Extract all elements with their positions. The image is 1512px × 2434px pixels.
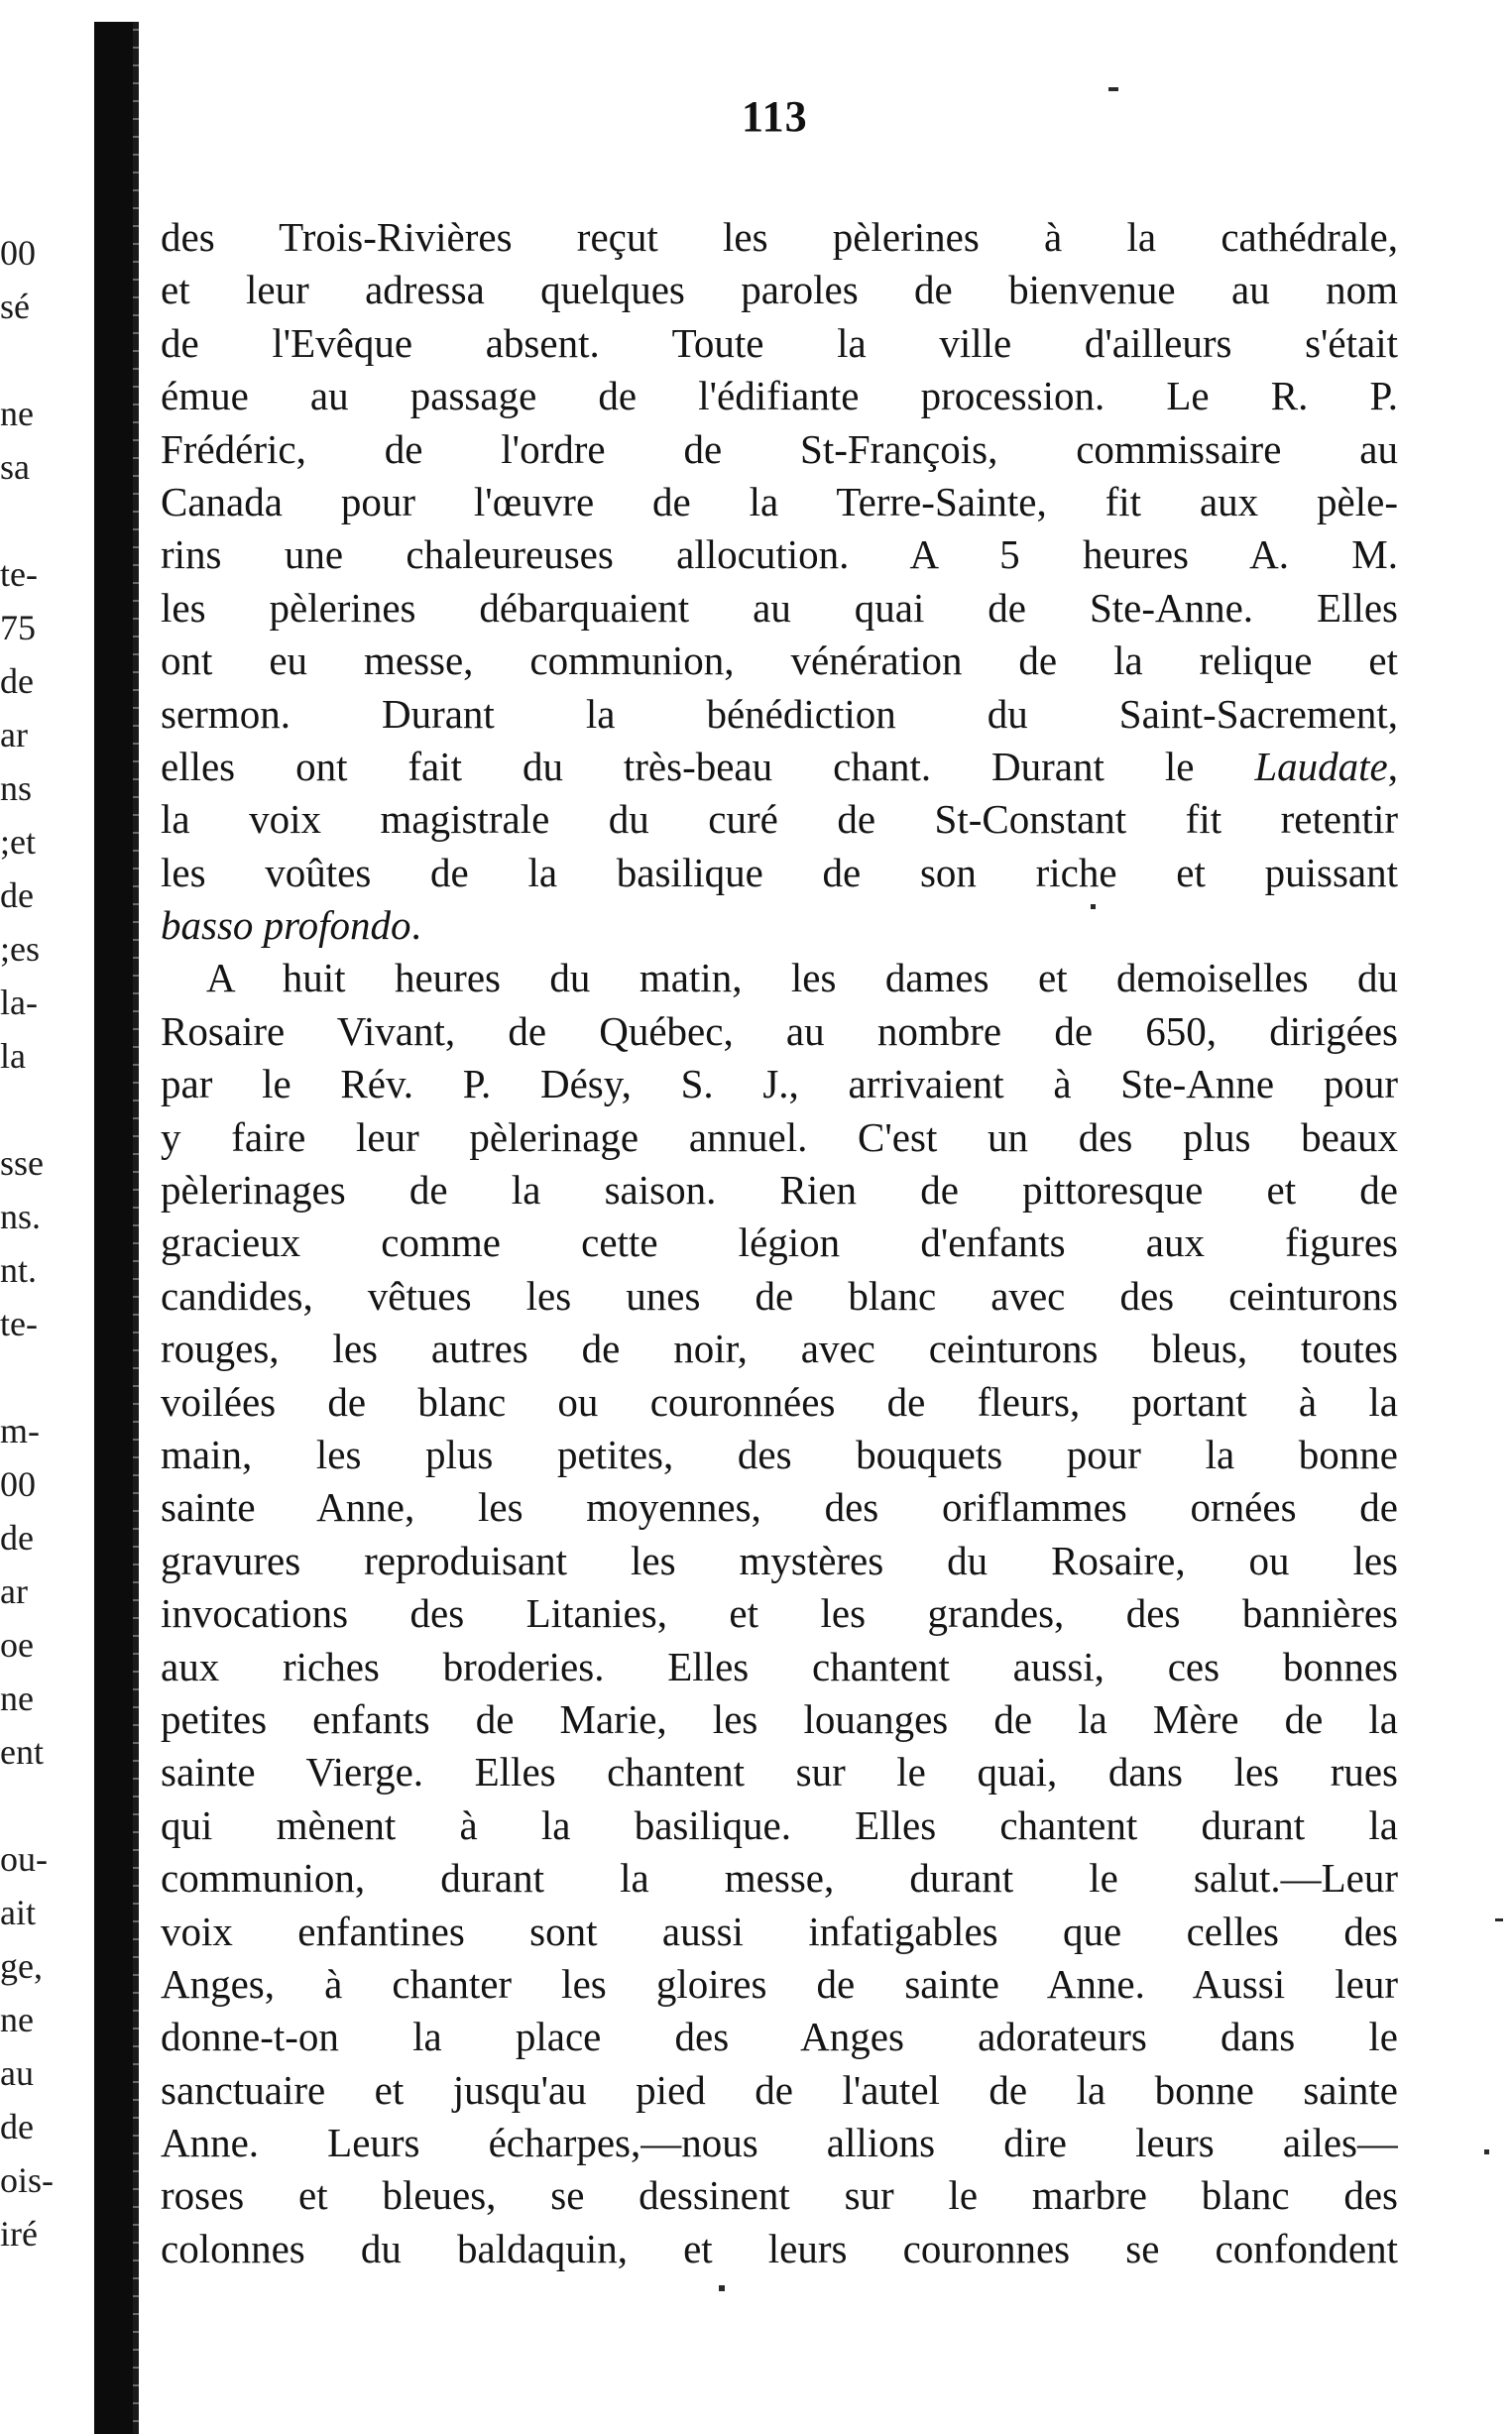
text-line: sainte Anne, les moyennes, des oriflammes ornées de	[161, 1484, 1398, 1531]
text-line: les pèlerines débarquaient au quai de Ste-Anne. Elles	[161, 584, 1398, 631]
margin-fragment: ne	[0, 394, 34, 433]
text-line: et leur adressa quelques paroles de bienvenue au nom	[161, 267, 1398, 313]
text-line: Rosaire Vivant, de Québec, au nombre de 650, dirigées	[161, 1007, 1398, 1054]
margin-fragment: sse	[0, 1143, 44, 1183]
binding-gutter-edge	[133, 22, 139, 2434]
margin-fragment	[0, 1083, 94, 1136]
text-line: par le Rév. P. Désy, S. J., arrivaient à Ste-Anne pour	[161, 1061, 1398, 1107]
margin-fragment: sé	[0, 287, 30, 326]
speck-mark	[719, 2285, 725, 2291]
text-line: roses et bleues, se dessinent sur le marbre blanc des	[161, 2172, 1398, 2219]
margin-fragment: ait	[0, 1893, 36, 1932]
margin-fragment: ne	[0, 1679, 34, 1718]
page-number: 113	[742, 92, 808, 141]
margin-fragment: ;et	[0, 822, 36, 862]
text-line: communion, durant la messe, durant le salut.—Leur	[161, 1855, 1398, 1902]
text-line: rins une chaleureuses allocution. A 5 heures A. M.	[161, 531, 1398, 578]
text-line: y faire leur pèlerinage annuel. C'est un des plus beaux	[161, 1113, 1398, 1160]
speck-mark	[1108, 87, 1118, 91]
margin-fragment: de	[0, 2107, 34, 2146]
margin-fragment: te-	[0, 1304, 38, 1343]
margin-fragment: la	[0, 1036, 26, 1076]
margin-fragment: 75	[0, 608, 36, 647]
margin-fragment: la-	[0, 983, 38, 1022]
text-line: donne-t-on la place des Anges adorateurs dans le	[161, 2014, 1398, 2060]
page-body-text	[161, 211, 1398, 2275]
text-line: de l'Evêque absent. Toute la ville d'ailleurs s'était	[161, 319, 1398, 366]
text-line: qui mènent à la basilique. Elles chantent durant la	[161, 1801, 1398, 1848]
text-line: elles ont fait du très-beau chant. Durant le Laudate,	[161, 743, 1398, 789]
margin-fragment: ne	[0, 2000, 34, 2039]
text-line: voix enfantines sont aussi infatigables que celles des	[161, 1908, 1398, 1954]
text-line: A huit heures du matin, les dames et demoiselles du	[206, 955, 1398, 1001]
text-line: gravures reproduisant les mystères du Rosaire, ou les	[161, 1537, 1398, 1583]
margin-fragment: de	[0, 875, 34, 915]
margin-fragment	[0, 333, 94, 387]
margin-fragment: ;es	[0, 929, 40, 969]
margin-fragment: ar	[0, 715, 28, 754]
margin-fragment: 00	[0, 1464, 36, 1504]
text-line: colonnes du baldaquin, et leurs couronnes se confondent	[161, 2225, 1398, 2271]
margin-fragment: au	[0, 2053, 34, 2093]
margin-fragment: oe	[0, 1625, 34, 1665]
margin-fragment: ois-	[0, 2160, 54, 2200]
margin-fragment: de	[0, 1518, 34, 1558]
margin-fragment: nt.	[0, 1250, 38, 1290]
margin-fragment	[0, 494, 94, 547]
text-line: rouges, les autres de noir, avec ceinturons bleus, toutes	[161, 1326, 1398, 1372]
speck-mark	[1495, 1918, 1503, 1921]
margin-fragment	[0, 1350, 94, 1404]
text-line: les voûtes de la basilique de son riche et puissant	[161, 849, 1398, 895]
margin-fragment: te-	[0, 554, 38, 594]
text-line: candides, vêtues les unes de blanc avec des ceinturons	[161, 1272, 1398, 1319]
margin-fragment: m-	[0, 1411, 40, 1450]
text-line: invocations des Litanies, et les grandes, des bannières	[161, 1590, 1398, 1637]
binding-gutter-shadow	[94, 22, 136, 2434]
margin-fragment: 00	[0, 233, 36, 273]
text-line: Frédéric, de l'ordre de St-François, commissaire au	[161, 425, 1398, 472]
text-line: la voix magistrale du curé de St-Constant fit retentir	[161, 796, 1398, 843]
text-line: émue au passage de l'édifiante procession. Le R. P.	[161, 373, 1398, 419]
text-line: Anne. Leurs écharpes,—nous allions dire leurs ailes—	[161, 2120, 1398, 2166]
text-line: petites enfants de Marie, les louanges de la Mère de la	[161, 1695, 1398, 1742]
text-line: basso profondo.	[161, 902, 421, 949]
text-line: main, les plus petites, des bouquets pour la bonne	[161, 1431, 1398, 1477]
text-line: sermon. Durant la bénédiction du Saint-Sacrement,	[161, 690, 1398, 737]
speck-mark	[1484, 2149, 1489, 2154]
text-line: des Trois-Rivières reçut les pèlerines à la cathédrale,	[161, 214, 1398, 260]
text-line: voilées de blanc ou couronnées de fleurs, portant à la	[161, 1378, 1398, 1425]
margin-fragment: sa	[0, 447, 30, 487]
margin-fragment: ns	[0, 768, 33, 808]
facing-page-margin-fragments	[0, 226, 94, 2260]
text-line: Canada pour l'œuvre de la Terre-Sainte, fit aux pèle-	[161, 478, 1398, 524]
margin-fragment: ou-	[0, 1839, 48, 1879]
text-line: Anges, à chanter les gloires de sainte Anne. Aussi leur	[161, 1960, 1398, 2007]
text-line: sanctuaire et jusqu'au pied de l'autel de la bonne sainte	[161, 2066, 1398, 2113]
text-line: sainte Vierge. Elles chantent sur le quai, dans les rues	[161, 1749, 1398, 1796]
margin-fragment: ar	[0, 1571, 28, 1611]
margin-fragment: de	[0, 661, 34, 701]
margin-fragment: iré	[0, 2214, 38, 2254]
text-line: gracieux comme cette légion d'enfants aux figures	[161, 1219, 1398, 1266]
margin-fragment: ge,	[0, 1946, 43, 1986]
text-line: aux riches broderies. Elles chantent aussi, ces bonnes	[161, 1643, 1398, 1689]
margin-fragment: ent	[0, 1732, 44, 1772]
margin-fragment: ns.	[0, 1197, 42, 1236]
margin-fragment	[0, 1779, 94, 1832]
speck-mark	[1091, 904, 1096, 909]
text-line: ont eu messe, communion, vénération de la relique et	[161, 637, 1398, 684]
text-line: pèlerinages de la saison. Rien de pittoresque et de	[161, 1167, 1398, 1214]
